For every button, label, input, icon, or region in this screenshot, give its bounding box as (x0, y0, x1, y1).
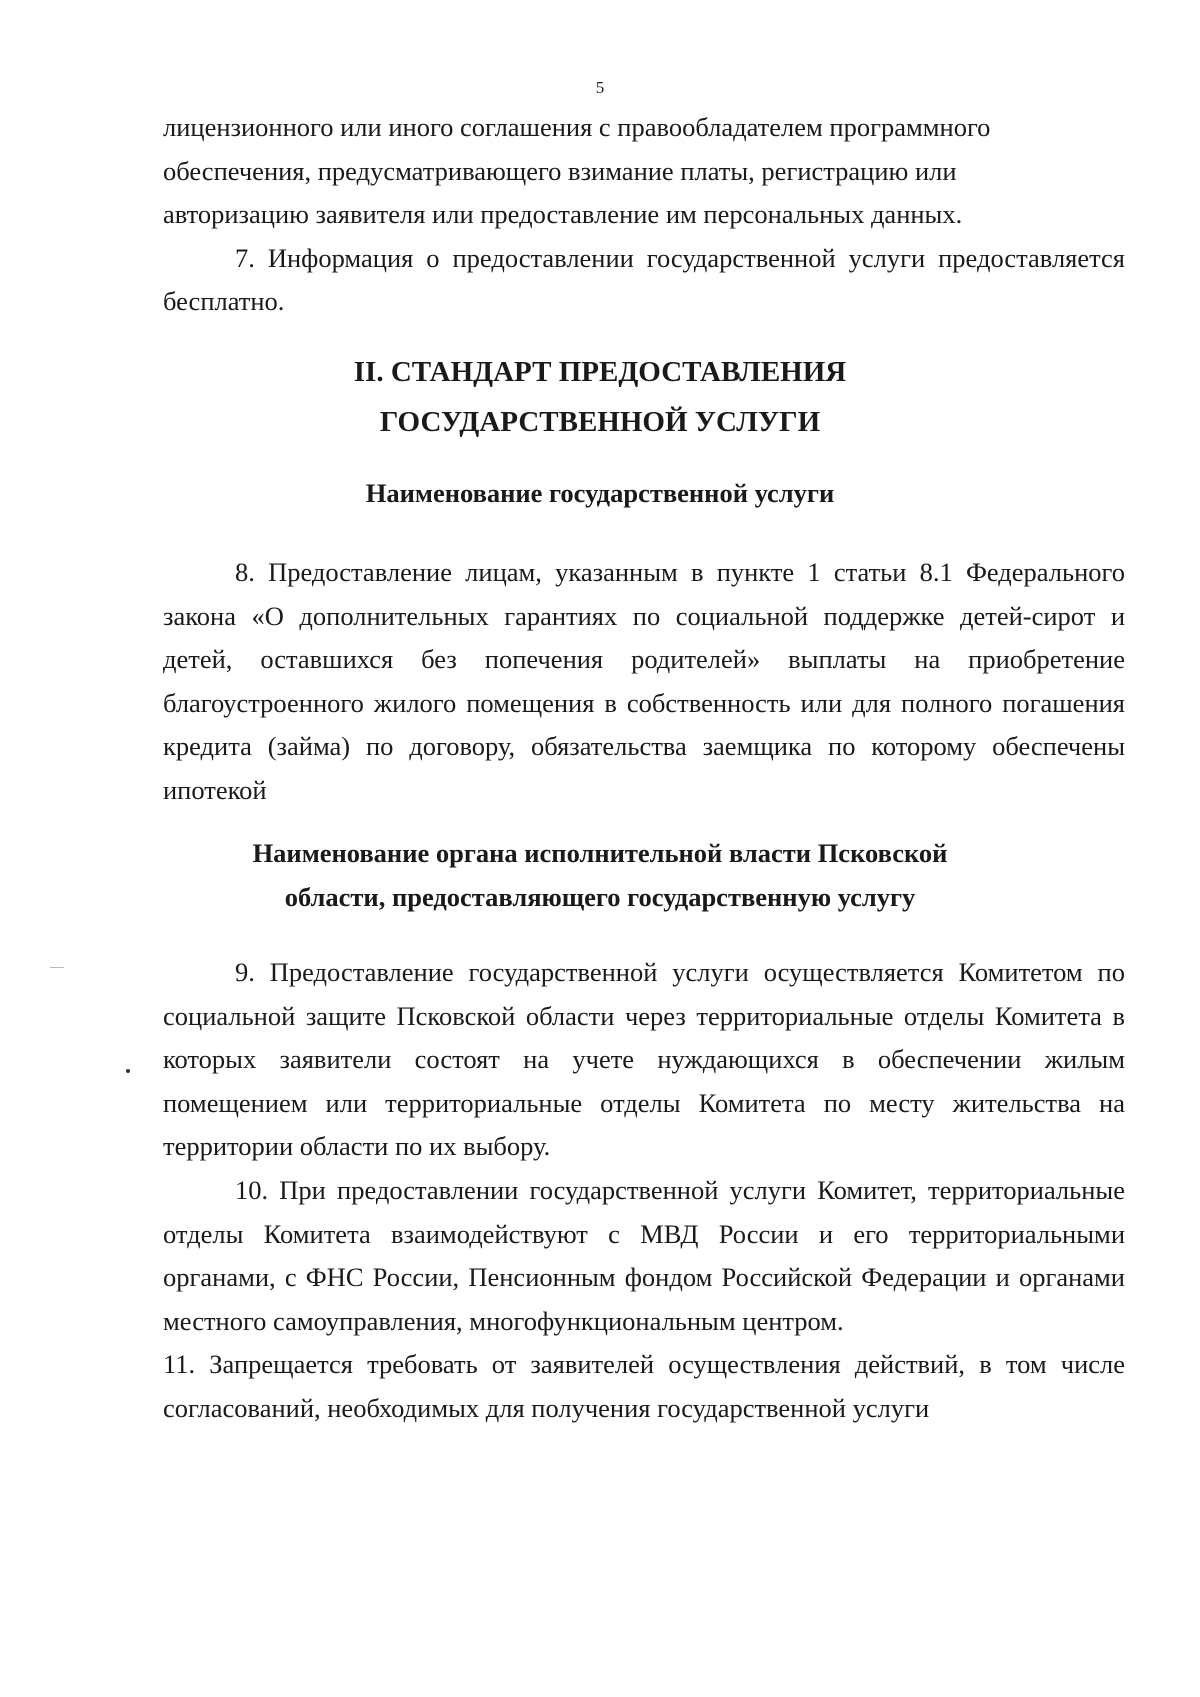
text-block-p8 (163, 551, 1125, 813)
section-title (0, 347, 1200, 447)
paragraph-11: 11. Запрещается требовать от заявителей осуществления действий, в том числе согласований, необходимых для получения государственной услуги (163, 1349, 1125, 1423)
subheading-service-name: Наименование государственной услуги (365, 478, 835, 508)
paragraph-10: 10. При предоставлении государственной услуги Комитет, территориальные отделы Комитета взаимодействуют с МВД России и его территориальными органами, с ФНС России, Пенсионным фондом Российской Федерации и органами местного самоуправления, многофункциональным центром. (163, 1174, 1125, 1336)
scan-dot-mark (126, 1069, 130, 1073)
continuation-line: авторизацию заявителя или предоставление им персональных данных. (163, 199, 963, 230)
subheading-line: области, предоставляющего государственную услугу (284, 881, 916, 912)
page-number: 5 (595, 78, 605, 97)
continuation-line: обеспечения, предусматривающего взимание платы, регистрацию или (163, 155, 957, 186)
section-title-line: II. СТАНДАРТ ПРЕДОСТАВЛЕНИЯ (353, 356, 847, 388)
text-block-p9-p11 (163, 951, 1125, 1431)
scan-dash-mark (50, 967, 64, 968)
paragraph-7: 7. Информация о предоставлении государственной услуги предоставляется бесплатно. (163, 242, 1125, 317)
section-title-line: ГОСУДАРСТВЕННОЙ УСЛУГИ (379, 406, 821, 438)
continuation-line: лицензионного или иного соглашения с правообладателем программного (163, 112, 991, 142)
paragraph-8: 8. Предоставление лицам, указанным в пункте 1 статьи 8.1 Федерального закона «О дополнительных гарантиях по социальной поддержке детей-сирот и детей, оставшихся без попечения родителей» выплаты на приобретение благоустроенного жилого помещения в собственность или для полного погашения кредита (займа) по договору, обязательства заемщика по которому обеспечены ипотекой (163, 557, 1125, 805)
text-block-intro (163, 106, 1125, 324)
subheading-line: Наименование органа исполнительной власти Псковской (252, 838, 948, 868)
subheading-authority (0, 832, 1200, 919)
paragraph-9: 9. Предоставление государственной услуги осуществляется Комитетом по социальной защите Псковской области через территориальные отделы Комитета в которых заявители состоят на учете нуждающихся в обеспечении жилым помещением или территориальные отделы Комитета по месту жительства на территории области по их выбору. (163, 957, 1125, 1162)
